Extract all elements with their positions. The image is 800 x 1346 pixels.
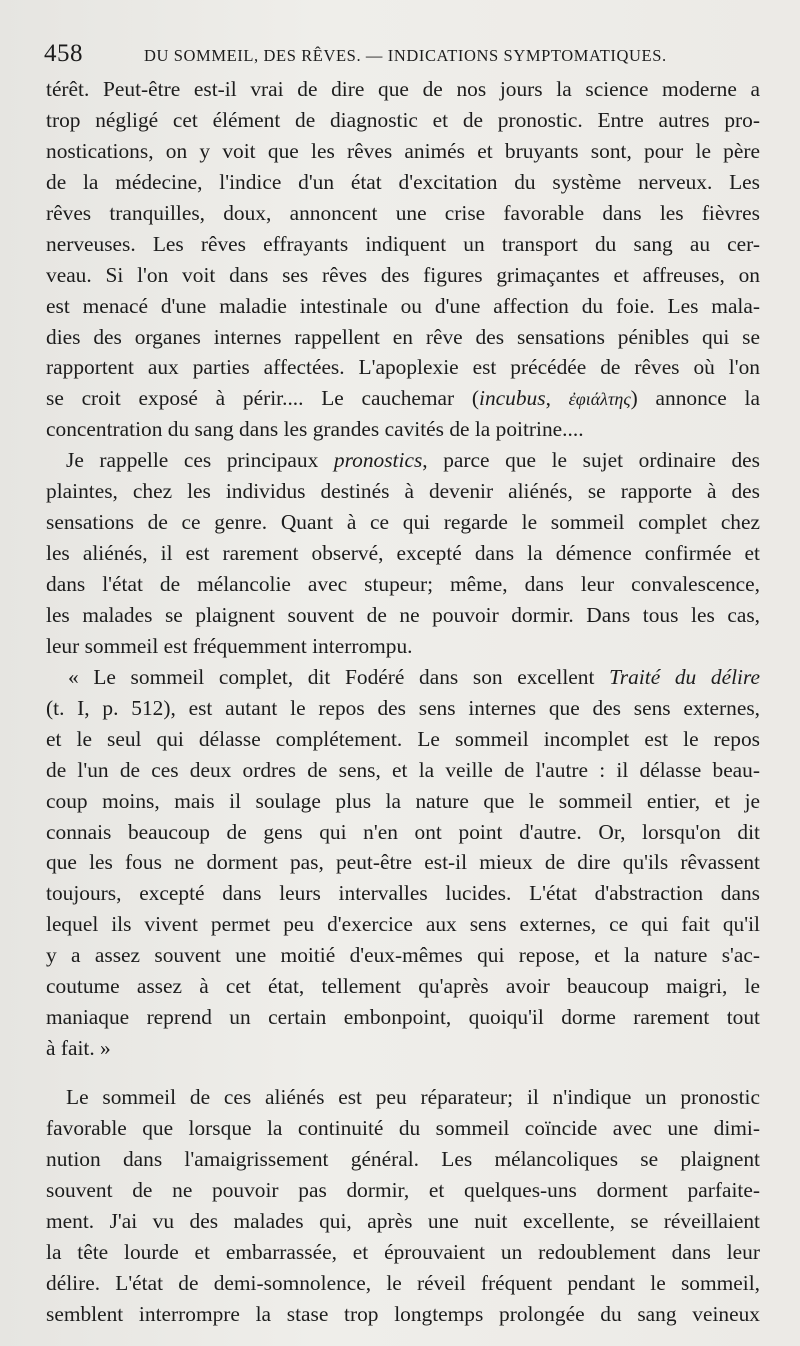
text-line: favorable que lorsque la continuité du sommeil coïncide avec une dimi- <box>46 1115 760 1140</box>
text-line: les aliénés, il est rarement observé, excepté dans la démence confirmée et <box>46 541 760 566</box>
text-line: semblent interrompre la stase trop longtemps prolongée du sang veineux <box>46 1301 760 1326</box>
text-line: plaintes, chez les individus destinés à devenir aliénés, se rapporte à des <box>46 479 760 504</box>
text-line: nution dans l'amaigrissement général. Les mélancoliques se plaignent <box>46 1146 760 1171</box>
text-line: ment. J'ai vu des malades qui, après une nuit excellente, se réveillaient <box>46 1208 760 1233</box>
text-line: Le sommeil de ces aliénés est peu réparateur; il n'indique un pronostic <box>66 1085 760 1109</box>
text-line: lequel ils vivent permet peu d'exercice aux sens externes, ce qui fait qu'il <box>46 912 760 937</box>
text-line: nostications, on y voit que les rêves animés et bruyants sont, pour le père <box>46 138 760 163</box>
greek-term: ἐφιάλτης <box>568 389 631 410</box>
italic-term: incubus <box>479 386 546 411</box>
text-line: toujours, excepté dans leurs intervalles lucides. L'état d'abstraction dans <box>46 881 760 906</box>
text-line: est menacé d'une maladie intestinale ou d'une affection du foie. Les mala- <box>46 293 760 318</box>
text-line <box>46 662 760 693</box>
text-line: souvent de ne pouvoir pas dormir, et quelques-uns dorment parfaite- <box>46 1177 760 1202</box>
text-segment: « Le sommeil complet, dit Fodéré dans son excellent <box>68 664 610 689</box>
text-line: coup moins, mais il soulage plus la nature que le sommeil entier, et je <box>46 788 760 813</box>
text-line <box>46 445 760 476</box>
text-segment: se croit exposé à périr.... Le cauchemar ( <box>46 386 480 411</box>
text-line: sensations de ce genre. Quant à ce qui regarde le sommeil complet chez <box>46 510 760 535</box>
text-line: de l'un de ces deux ordres de sens, et la veille de l'autre : il délasse beau- <box>46 757 760 782</box>
text-segment: , <box>545 386 569 411</box>
text-line: y a assez souvent une moitié d'eux-mêmes qui repose, et la nature s'ac- <box>46 943 760 968</box>
text-segment: ) annonce la <box>630 386 760 411</box>
text-line: térêt. Peut-être est-il vrai de dire que de nos jours la science moderne a <box>46 77 760 101</box>
page-body <box>46 74 760 1330</box>
text-line: veau. Si l'on voit dans ses rêves des figures grimaçantes et affreuses, on <box>46 262 760 287</box>
text-line: maniaque reprend un certain embonpoint, quoiqu'il dorme rarement tout <box>46 1005 760 1030</box>
text-segment: Je rappelle ces principaux <box>66 448 334 473</box>
text-line: connais beaucoup de gens qui n'en ont point d'autre. Or, lorsqu'on dit <box>46 819 760 844</box>
text-line: que les fous ne dorment pas, peut-être est-il mieux de dire qu'ils rêvassent <box>46 850 760 875</box>
text-line: la tête lourde et embarrassée, et éprouvaient un redoublement dans leur <box>46 1239 760 1264</box>
text-line: rapportent aux parties affectées. L'apoplexie est précédée de rêves où l'on <box>46 355 760 380</box>
running-title: DU SOMMEIL, DES RÊVES. — INDICATIONS SYMPTOMATIQUES. <box>144 46 667 65</box>
text-line: trop négligé cet élément de diagnostic et de pronostic. Entre autres pro- <box>46 107 760 132</box>
text-line: rêves tranquilles, doux, annoncent une crise favorable dans les fièvres <box>46 200 760 225</box>
text-line: les malades se plaignent souvent de ne pouvoir dormir. Dans tous les cas, <box>46 602 760 627</box>
text-line: leur sommeil est fréquemment interrompu. <box>46 633 413 658</box>
text-line: dans l'état de mélancolie avec stupeur; même, dans leur convalescence, <box>46 572 760 596</box>
text-line: coutume assez à cet état, tellement qu'après avoir beaucoup maigri, le <box>46 974 760 999</box>
text-line: à fait. » <box>46 1036 111 1061</box>
page-header <box>44 40 764 70</box>
text-line: dies des organes internes rappellent en rêve des sensations pénibles qui se <box>46 324 760 349</box>
italic-term: pronostics <box>333 448 423 473</box>
text-line <box>46 383 760 414</box>
text-line: délire. L'état de demi-somnolence, le réveil fréquent pendant le sommeil, <box>46 1270 760 1295</box>
text-line: (t. I, p. 512), est autant le repos des sens internes que des sens externes, <box>46 695 760 720</box>
page-number: 458 <box>44 40 83 67</box>
text-line: nerveuses. Les rêves effrayants indiquent un transport du sang au cer- <box>46 231 760 256</box>
paragraph-gap <box>46 1064 760 1082</box>
text-segment: , parce que le sujet ordinaire des <box>422 448 760 473</box>
italic-title: Traité du délire <box>609 664 760 689</box>
text-line: de la médecine, l'indice d'un état d'excitation du système nerveux. Les <box>46 169 760 194</box>
text-line: et le seul qui délasse complétement. Le sommeil incomplet est le repos <box>46 726 760 751</box>
text-line: concentration du sang dans les grandes cavités de la poitrine.... <box>46 417 584 442</box>
